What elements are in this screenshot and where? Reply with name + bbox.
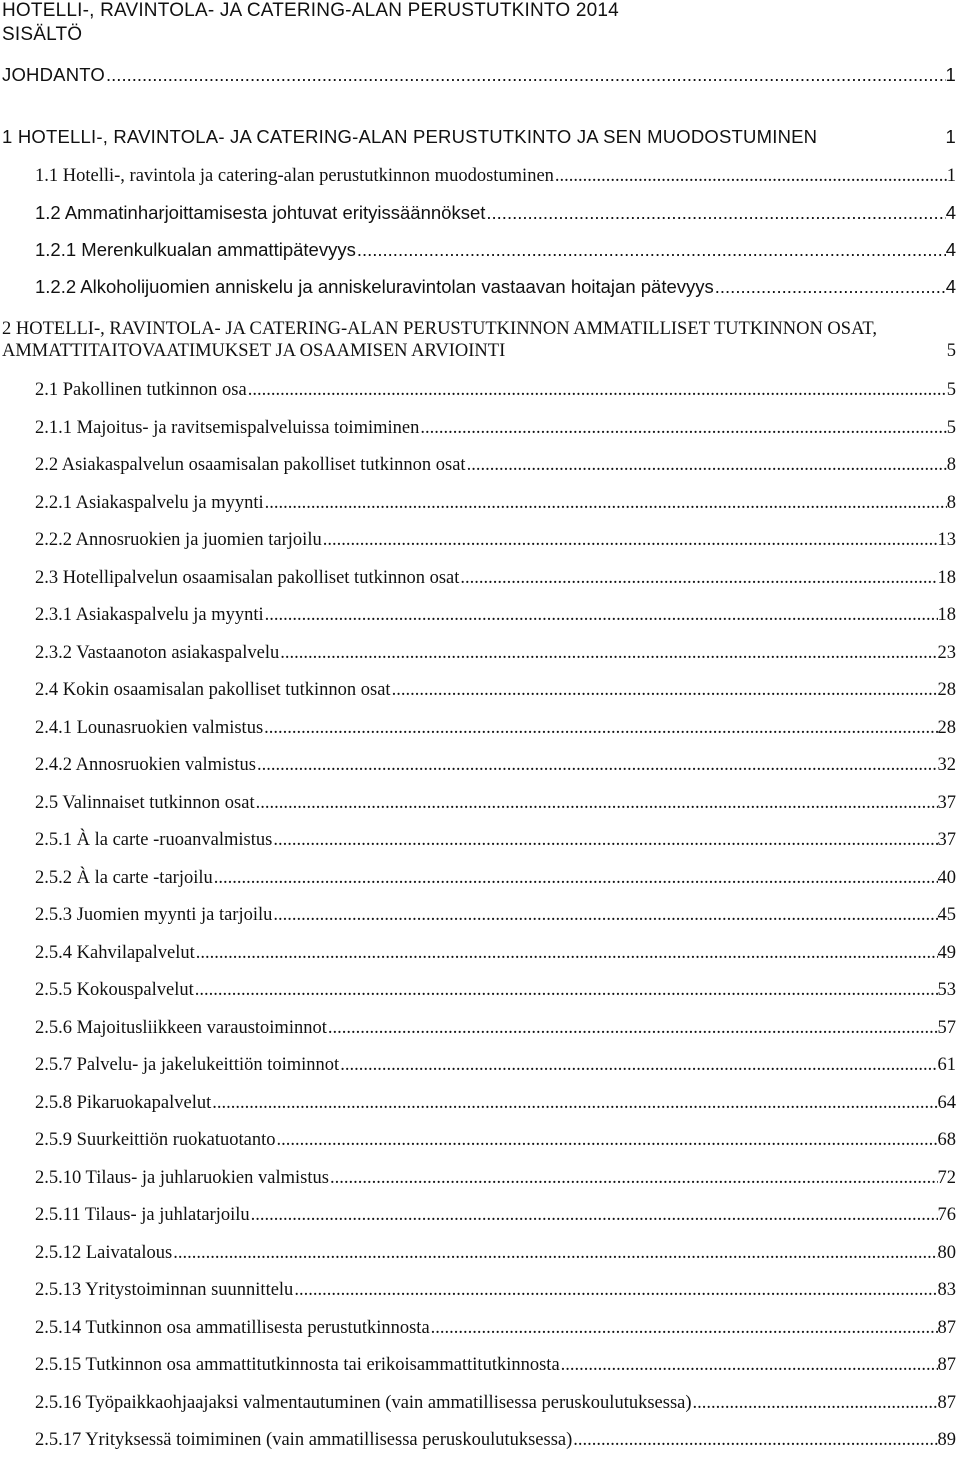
toc-entry-page: 13 — [937, 530, 956, 550]
document-title: HOTELLI-, RAVINTOLA- JA CATERING-ALAN PERUSTUTKINTO 2014 — [2, 0, 619, 21]
toc-entry-page: 72 — [937, 1168, 956, 1188]
dot-leader — [263, 717, 937, 739]
toc-entry-1-1[interactable] — [35, 157, 956, 187]
toc-entry-label: 2.5.2 À la carte -tarjoilu — [35, 868, 213, 888]
dot-leader — [264, 492, 947, 514]
toc-entry-2-5-1[interactable] — [35, 821, 956, 851]
dot-leader — [572, 1429, 937, 1451]
toc-entry-page: 49 — [937, 943, 956, 963]
toc-entry-label: JOHDANTO — [2, 64, 106, 85]
toc-entry-page: 28 — [937, 680, 956, 700]
toc-entry-page: 23 — [937, 643, 956, 663]
toc-entry-page: 8 — [946, 493, 956, 513]
toc-entry-page: 4 — [945, 276, 956, 297]
toc-entry-page: 68 — [937, 1130, 956, 1150]
toc-entry-label: 2.5.8 Pikaruokapalvelut — [35, 1093, 212, 1113]
dot-leader — [213, 867, 938, 889]
toc-entry-label: 2.1 Pakollinen tutkinnon osa — [35, 380, 247, 400]
toc-entry-page: 87 — [937, 1318, 956, 1338]
toc-entry-2-5-8[interactable] — [35, 1084, 956, 1114]
toc-entry-2-1[interactable] — [35, 371, 956, 401]
toc-entry-page: 18 — [937, 605, 956, 625]
toc-entry-label: 2.5.11 Tilaus- ja juhlatarjoilu — [35, 1205, 250, 1225]
dot-leader — [275, 1129, 937, 1151]
toc-entry-label: 2.5.16 Työpaikkaohjaajaksi valmentautuminen (vain ammatillisessa peruskoulutuksessa) — [35, 1393, 692, 1413]
toc-entry-2-5-16[interactable] — [35, 1384, 956, 1414]
toc-entry-label: 2.5.10 Tilaus- ja juhlaruokien valmistus — [35, 1168, 329, 1188]
toc-entry-label: 2.1.1 Majoitus- ja ravitsemispalveluissa toimiminen — [35, 418, 420, 438]
toc-entry-label: 2.5.1 À la carte -ruoanvalmistus — [35, 830, 273, 850]
dot-leader — [322, 529, 938, 551]
toc-entry-chapter-2[interactable] — [2, 306, 956, 362]
toc-entry-page: 76 — [937, 1205, 956, 1225]
toc-entry-chapter-1[interactable] — [2, 92, 956, 148]
dot-leader — [264, 604, 938, 626]
toc-entry-2-5-11[interactable] — [35, 1196, 956, 1226]
toc-entry-label: 2.5.4 Kahvilapalvelut — [35, 943, 195, 963]
dot-leader — [714, 276, 946, 298]
dot-leader — [692, 1392, 938, 1414]
dot-leader — [211, 1092, 937, 1114]
dot-leader — [255, 792, 938, 814]
toc-entry-label: 2.5 Valinnaiset tutkinnon osat — [35, 793, 255, 813]
toc-entry-label: 2.5.6 Majoitusliikkeen varaustoiminnot — [35, 1018, 327, 1038]
toc-entry-label: 2.5.14 Tutkinnon osa ammatillisesta perustutkinnosta — [35, 1318, 430, 1338]
toc-entry-label: 2.3 Hotellipalvelun osaamisalan pakolliset tutkinnon osat — [35, 568, 460, 588]
toc-entry-page: 64 — [937, 1093, 956, 1113]
toc-entry-1-2[interactable] — [35, 194, 956, 224]
toc-entry-page: 57 — [937, 1018, 956, 1038]
toc-entry-label: 2.5.7 Palvelu- ja jakelukeittiön toiminnot — [35, 1055, 340, 1075]
toc-entry-page: 89 — [937, 1430, 956, 1450]
toc-entry-page: 37 — [937, 830, 956, 850]
toc-entry-2-5-14[interactable] — [35, 1309, 956, 1339]
toc-entry-label: 1.2 Ammatinharjoittamisesta johtuvat erityissäännökset — [35, 202, 486, 223]
dot-leader — [391, 679, 938, 701]
toc-entry-2-5-12[interactable] — [35, 1234, 956, 1264]
toc-entry-label: 2.2 Asiakaspalvelun osaamisalan pakolliset tutkinnon osat — [35, 455, 466, 475]
toc-entry-page: 5 — [946, 380, 956, 400]
toc-entry-label: 1.2.2 Alkoholijuomien anniskelu ja anniskeluravintolan vastaavan hoitajan pätevyys — [35, 276, 714, 297]
dot-leader — [466, 454, 947, 476]
toc-entry-page: 61 — [937, 1055, 956, 1075]
toc-entry-page: 4 — [945, 202, 956, 223]
toc-entry-page: 83 — [937, 1280, 956, 1300]
toc-entry-2-1-1[interactable] — [35, 409, 956, 439]
toc-entry-label: 2.5.5 Kokouspalvelut — [35, 980, 194, 1000]
toc-entry-2-5-17[interactable] — [35, 1421, 956, 1451]
dot-leader — [459, 567, 937, 589]
dot-leader — [329, 1167, 938, 1189]
toc-entry-label: 1 HOTELLI-, RAVINTOLA- JA CATERING-ALAN PERUSTUTKINTO JA SEN MUODOSTUMINEN — [2, 126, 818, 147]
contents-heading: SISÄLTÖ — [2, 24, 83, 45]
dot-leader — [554, 165, 947, 187]
toc-entry-page: 87 — [937, 1355, 956, 1375]
toc-entry-page: 1 — [945, 64, 956, 85]
dot-leader — [172, 1242, 937, 1264]
toc-entry-page: 5 — [946, 341, 956, 361]
toc-entry-page: 1 — [946, 166, 956, 186]
dot-leader — [105, 64, 945, 86]
toc-entry-2-5-10[interactable] — [35, 1159, 956, 1189]
toc-entry-2-5-7[interactable] — [35, 1046, 956, 1076]
toc-entry-label: 2.5.17 Yrityksessä toimiminen (vain ammatillisessa peruskoulutuksessa) — [35, 1430, 573, 1450]
dot-leader — [256, 754, 938, 776]
toc-entry-2-4-1[interactable] — [35, 709, 956, 739]
dot-leader — [247, 379, 947, 401]
toc-entry-2-5-15[interactable] — [35, 1346, 956, 1376]
toc-entry-page: 53 — [937, 980, 956, 1000]
toc-entry-label: 2.5.15 Tutkinnon osa ammattitutkinnosta tai erikoisammattitutkinnosta — [35, 1355, 560, 1375]
dot-leader — [279, 642, 937, 664]
toc-entry-page: 40 — [937, 868, 956, 888]
toc-entry-page: 8 — [946, 455, 956, 475]
toc-entry-2-5-9[interactable] — [35, 1121, 956, 1151]
toc-entry-page: 37 — [937, 793, 956, 813]
toc-entry-johdanto[interactable] — [2, 56, 956, 86]
toc-entry-2-3[interactable] — [35, 559, 956, 589]
dot-leader — [327, 1017, 938, 1039]
dot-leader — [419, 417, 946, 439]
toc-entry-label: 2.5.12 Laivatalous — [35, 1243, 173, 1263]
toc-entry-page: 32 — [937, 755, 956, 775]
toc-entry-label: 2 HOTELLI-, RAVINTOLA- JA CATERING-ALAN PERUSTUTKINNON AMMATILLISET TUTKINNON OSAT, AMMATTITAITOVAATIMUKSET JA OSAAMISEN ARVIOINTI — [2, 319, 877, 361]
toc-entry-2-4[interactable] — [35, 671, 956, 701]
toc-entry-label: 1.1 Hotelli-, ravintola ja catering-alan perustutkinnon muodostuminen — [35, 166, 554, 186]
dot-leader — [272, 829, 937, 851]
toc-entry-2-5-4[interactable] — [35, 934, 956, 964]
toc-entry-label: 2.4.1 Lounasruokien valmistus — [35, 718, 264, 738]
dot-leader — [356, 239, 946, 261]
toc-entry-label: 2.5.9 Suurkeittiön ruokatuotanto — [35, 1130, 276, 1150]
toc-entry-page: 5 — [946, 418, 956, 438]
dot-leader — [250, 1204, 938, 1226]
toc-entry-2-5-13[interactable] — [35, 1271, 956, 1301]
dot-leader — [194, 979, 938, 1001]
toc-entry-page: 80 — [937, 1243, 956, 1263]
toc-entry-page: 45 — [937, 905, 956, 925]
toc-entry-page: 1 — [945, 126, 956, 147]
toc-entry-label: 2.2.1 Asiakaspalvelu ja myynti — [35, 493, 264, 513]
toc-entry-page: 4 — [945, 239, 956, 260]
dot-leader — [272, 904, 937, 926]
toc-entry-label: 2.3.2 Vastaanoton asiakaspalvelu — [35, 643, 280, 663]
toc-entry-1-2-1[interactable] — [35, 231, 956, 261]
toc-entry-1-2-2[interactable] — [35, 268, 956, 298]
toc-entry-2-2[interactable] — [35, 446, 956, 476]
dot-leader — [293, 1279, 937, 1301]
toc-entry-label: 2.5.13 Yritystoiminnan suunnittelu — [35, 1280, 294, 1300]
toc-entry-2-5-3[interactable] — [35, 896, 956, 926]
toc-entry-label: 2.4.2 Annosruokien valmistus — [35, 755, 256, 775]
toc-entry-label: 1.2.1 Merenkulkualan ammattipätevyys — [35, 239, 356, 260]
toc-entry-label: 2.4 Kokin osaamisalan pakolliset tutkinnon osat — [35, 680, 391, 700]
toc-entry-label: 2.5.3 Juomien myynti ja tarjoilu — [35, 905, 273, 925]
toc-entry-2-3-1[interactable] — [35, 596, 956, 626]
dot-leader — [485, 202, 945, 224]
toc-entry-page: 87 — [937, 1393, 956, 1413]
toc-entry-label: 2.2.2 Annosruokien ja juomien tarjoilu — [35, 530, 322, 550]
toc-entry-2-5-5[interactable] — [35, 971, 956, 1001]
dot-leader — [195, 942, 938, 964]
dot-leader — [339, 1054, 937, 1076]
toc-entry-2-5[interactable] — [35, 784, 956, 814]
toc-entry-page: 18 — [937, 568, 956, 588]
toc-entry-label: 2.3.1 Asiakaspalvelu ja myynti — [35, 605, 264, 625]
toc-entry-page: 28 — [937, 718, 956, 738]
toc-entry-2-2-1[interactable] — [35, 484, 956, 514]
toc-entry-2-3-2[interactable] — [35, 634, 956, 664]
toc-entry-2-4-2[interactable] — [35, 746, 956, 776]
toc-entry-2-2-2[interactable] — [35, 521, 956, 551]
dot-leader — [430, 1317, 938, 1339]
toc-entry-2-5-2[interactable] — [35, 859, 956, 889]
dot-leader — [560, 1354, 938, 1376]
toc-entry-2-5-6[interactable] — [35, 1009, 956, 1039]
